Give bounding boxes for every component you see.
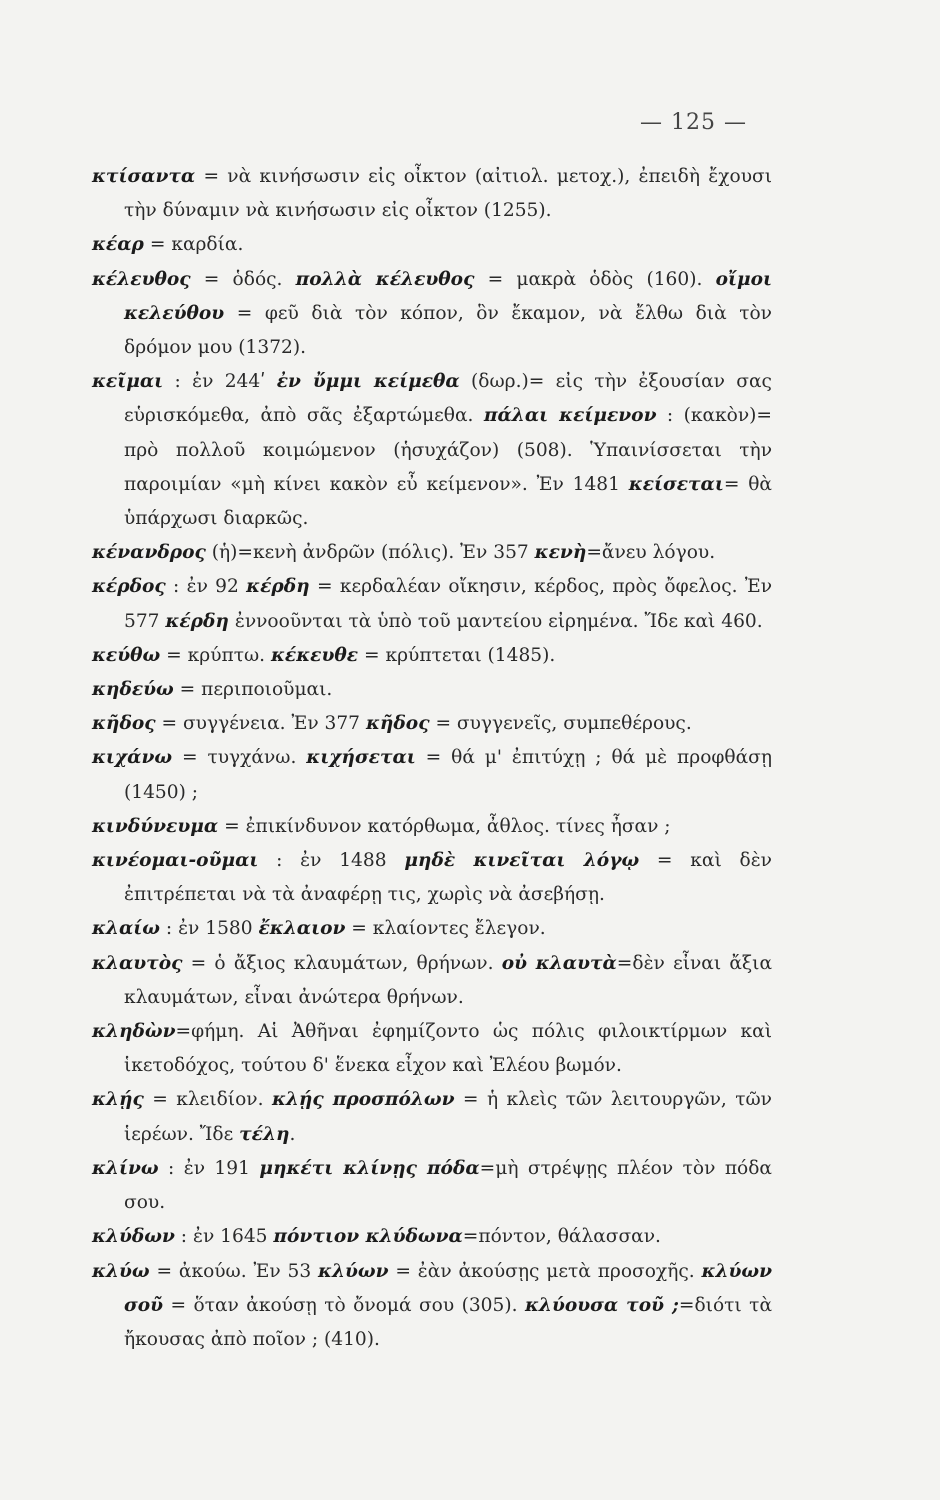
entry-keyword: ἔκλαιον bbox=[258, 918, 346, 940]
glossary-entry bbox=[92, 912, 772, 946]
entry-definition-text: = ὁδός. bbox=[190, 268, 296, 290]
entry-definition-text: : ἐν 1488 bbox=[258, 850, 405, 872]
glossary-entry bbox=[92, 536, 772, 570]
entry-keyword: κείσεται bbox=[628, 473, 724, 495]
glossary-entry bbox=[92, 673, 772, 707]
entry-headword: κηδεύω bbox=[92, 679, 174, 701]
entry-definition-text: = ὁ ἄξιος κλαυμάτων, θρήνων. bbox=[182, 952, 502, 974]
entry-headword: κιχάνω bbox=[92, 747, 173, 769]
glossary-entry bbox=[92, 844, 772, 912]
glossary-entry bbox=[92, 365, 772, 536]
entry-definition-text: =δὲν εἶναι ἄξια κλαυμάτων, εἶναι ἀνώτερα θρήνων. bbox=[124, 952, 773, 1008]
entry-definition-text: = νὰ κινήσωσιν εἰς οἶκτον (αἰτιολ. μετοχ.), ἐπειδὴ ἔχουσι τὴν δύναμιν νὰ κινήσωσιν εἰς οἶκτον (1255). bbox=[124, 166, 772, 222]
entry-definition-text: = συγγένεια. Ἐν 377 bbox=[155, 713, 366, 735]
entry-headword: κληδὼν bbox=[92, 1021, 176, 1043]
entry-keyword: τέλη bbox=[239, 1123, 290, 1145]
glossary-entry bbox=[92, 160, 772, 228]
glossary-entry bbox=[92, 570, 772, 638]
entry-definition-text: = κερδαλέαν οἴκησιν, κέρδος, πρὸς ὄφελος. Ἐν 577 bbox=[124, 576, 772, 632]
entry-keyword: πόντιον κλύδωνα bbox=[273, 1226, 463, 1248]
entry-headword: κινδύνευμα bbox=[92, 815, 219, 837]
glossary-entry bbox=[92, 1255, 772, 1358]
entry-keyword: μηδὲ κινεῖται λόγῳ bbox=[404, 850, 640, 872]
entry-definition-text: = καρδία. bbox=[143, 234, 244, 256]
entry-headword: κλύδων bbox=[92, 1226, 175, 1248]
entry-definition-text: = ὅταν ἀκούσῃ τὸ ὄνομά σου (305). bbox=[163, 1294, 525, 1316]
entry-definition-text: : ἐν 1645 bbox=[174, 1226, 274, 1248]
entry-definition-text: ἐννοοῦνται τὰ ὑπὸ τοῦ μαντείου εἰρημένα. Ἴδε καὶ 460. bbox=[228, 610, 763, 632]
entry-definition-text: : ἐν 92 bbox=[165, 576, 247, 598]
entry-definition-text: = τυγχάνω. bbox=[172, 747, 307, 769]
entry-definition-text: = συγγενεῖς, συμπεθέρους. bbox=[429, 713, 692, 735]
entry-definition-text: : ἐν 244ʹ bbox=[163, 371, 277, 393]
entry-definition-text: = κρύπτεται (1485). bbox=[358, 644, 556, 666]
entry-headword: κλαίω bbox=[92, 918, 160, 940]
glossary-entry bbox=[92, 1083, 772, 1151]
entry-headword: κέαρ bbox=[92, 234, 144, 256]
entry-headword: κέρδος bbox=[92, 576, 166, 598]
entry-headword: κεῖμαι bbox=[92, 371, 164, 393]
entry-definition-text: = ἐπικίνδυνον κατόρθωμα, ἆθλος. τίνες ἦσαν ; bbox=[218, 815, 671, 837]
entry-keyword: ἐν ὔμμι κείμεθα bbox=[276, 371, 460, 393]
entry-definition-text: = καὶ δὲν ἐπιτρέπεται νὰ τὰ ἀναφέρῃ τις, χωρὶς νὰ ἀσεβήσῃ. bbox=[124, 850, 772, 906]
entry-definition-text: (δωρ.)= εἰς τὴν ἐξουσίαν σας εὑρισκόμεθα, ἀπὸ σᾶς ἐξαρτώμεθα. bbox=[124, 371, 772, 427]
entry-definition-text: =ἄνευ λόγου. bbox=[586, 542, 716, 564]
entry-definition-text: (ἡ)=κενὴ ἀνδρῶν (πόλις). Ἐν 357 bbox=[205, 542, 535, 564]
glossary-entry bbox=[92, 741, 772, 809]
glossary-entry bbox=[92, 1220, 772, 1254]
entry-definition-text: = ἐὰν ἀκούσῃς μετὰ προσοχῆς. bbox=[388, 1260, 702, 1282]
glossary-entry bbox=[92, 228, 772, 262]
entry-definition-text: = ἡ κλεὶς τῶν λειτουργῶν, τῶν ἱερέων. Ἴδε bbox=[124, 1089, 772, 1145]
entry-keyword: οἴμοι κελεύθου bbox=[124, 268, 772, 324]
entry-keyword: κιχήσεται bbox=[306, 747, 416, 769]
entry-definition-text: : ἐν 1580 bbox=[159, 918, 259, 940]
entry-definition-text: : (κακὸν)= πρὸ πολλοῦ κοιμώμενον (ἡσυχάζον) (508). Ὑπαινίσσεται τὴν παροιμίαν «μὴ κίνει κακὸν εὖ κείμενον». Ἐν 1481 bbox=[124, 405, 772, 495]
glossary-entry bbox=[92, 1152, 772, 1220]
entry-keyword: κῆδος bbox=[365, 713, 430, 735]
entry-definition-text: = θὰ ὑπάρχωσι διαρκῶς. bbox=[124, 473, 772, 530]
entry-definition-text: = μακρὰ ὁδὸς (160). bbox=[474, 268, 716, 290]
entry-headword: κινέομαι-οῦμαι bbox=[92, 850, 259, 872]
entry-keyword: κλύουσα τοῦ ; bbox=[524, 1294, 679, 1316]
entry-definition-text: = θά μ' ἐπιτύχῃ ; θά μὲ προφθάσῃ (1450) ; bbox=[124, 747, 772, 803]
entry-keyword: πάλαι κείμενον bbox=[483, 405, 657, 427]
glossary-entry bbox=[92, 947, 772, 1015]
entry-keyword: κλύων σοῦ bbox=[124, 1260, 772, 1316]
entry-headword: κλύω bbox=[92, 1260, 150, 1282]
glossary-entry bbox=[92, 810, 772, 844]
entry-definition-text: = φεῦ διὰ τὸν κόπον, ὃν ἔκαμον, νὰ ἔλθω διὰ τὸν δρόμον μου (1372). bbox=[124, 302, 772, 359]
entry-keyword: κλῄς προσπόλων bbox=[271, 1089, 455, 1111]
entry-keyword: κενὴ bbox=[534, 542, 587, 564]
entry-definition-text: = περιποιοῦμαι. bbox=[173, 679, 333, 701]
entry-headword: κῆδος bbox=[92, 713, 156, 735]
entry-keyword: κέρδη bbox=[246, 576, 310, 598]
entry-keyword: κέρδη bbox=[165, 610, 229, 632]
entry-headword: κλῄς bbox=[92, 1089, 144, 1111]
entry-keyword: πολλὰ κέλευθος bbox=[295, 268, 475, 290]
entry-keyword: κέκευθε bbox=[271, 644, 359, 666]
entry-keyword: κλύων bbox=[318, 1260, 389, 1282]
entry-headword: κτίσαντα bbox=[92, 166, 196, 187]
glossary-entry bbox=[92, 639, 772, 673]
entry-definition-text: : ἐν 191 bbox=[158, 1157, 260, 1179]
glossary-entry bbox=[92, 263, 772, 366]
entry-headword: κλίνω bbox=[92, 1157, 159, 1179]
entry-definition-text: =μὴ στρέψῃς πλέον τὸν πόδα σου. bbox=[124, 1157, 772, 1214]
entry-headword: κεύθω bbox=[92, 644, 161, 666]
glossary-entry bbox=[92, 707, 772, 741]
entry-definition-text: =διότι τὰ ἤκουσας ἀπὸ ποῖον ; (410). bbox=[124, 1294, 773, 1350]
entry-definition-text: = κλαίοντες ἔλεγον. bbox=[345, 918, 546, 940]
entry-headword: κένανδρος bbox=[92, 542, 206, 564]
entry-keyword: μηκέτι κλίνῃς πόδα bbox=[259, 1157, 480, 1179]
page-number: — 125 — bbox=[640, 110, 747, 135]
entry-definition-text: = κρύπτω. bbox=[160, 644, 271, 666]
entry-definition-text: = κλειδίον. bbox=[143, 1089, 272, 1111]
entry-headword: κλαυτὸς bbox=[92, 952, 183, 974]
entry-definition-text: =πόντον, θάλασσαν. bbox=[462, 1226, 661, 1248]
glossary-entry bbox=[92, 1015, 772, 1083]
entry-headword: κέλευθος bbox=[92, 268, 191, 290]
entry-keyword: οὐ κλαυτὰ bbox=[501, 952, 617, 974]
entry-definition-text: = ἀκούω. Ἐν 53 bbox=[149, 1260, 319, 1282]
glossary-text bbox=[92, 160, 772, 1357]
entry-definition-text: . bbox=[289, 1123, 296, 1145]
entry-definition-text: =φήμη. Αἱ Ἀθῆναι ἐφημίζοντο ὡς πόλις φιλοικτίρμων καὶ ἱκετοδόχος, τούτου δ' ἕνεκα εἶχον καὶ Ἐλέου βωμόν. bbox=[124, 1021, 772, 1077]
